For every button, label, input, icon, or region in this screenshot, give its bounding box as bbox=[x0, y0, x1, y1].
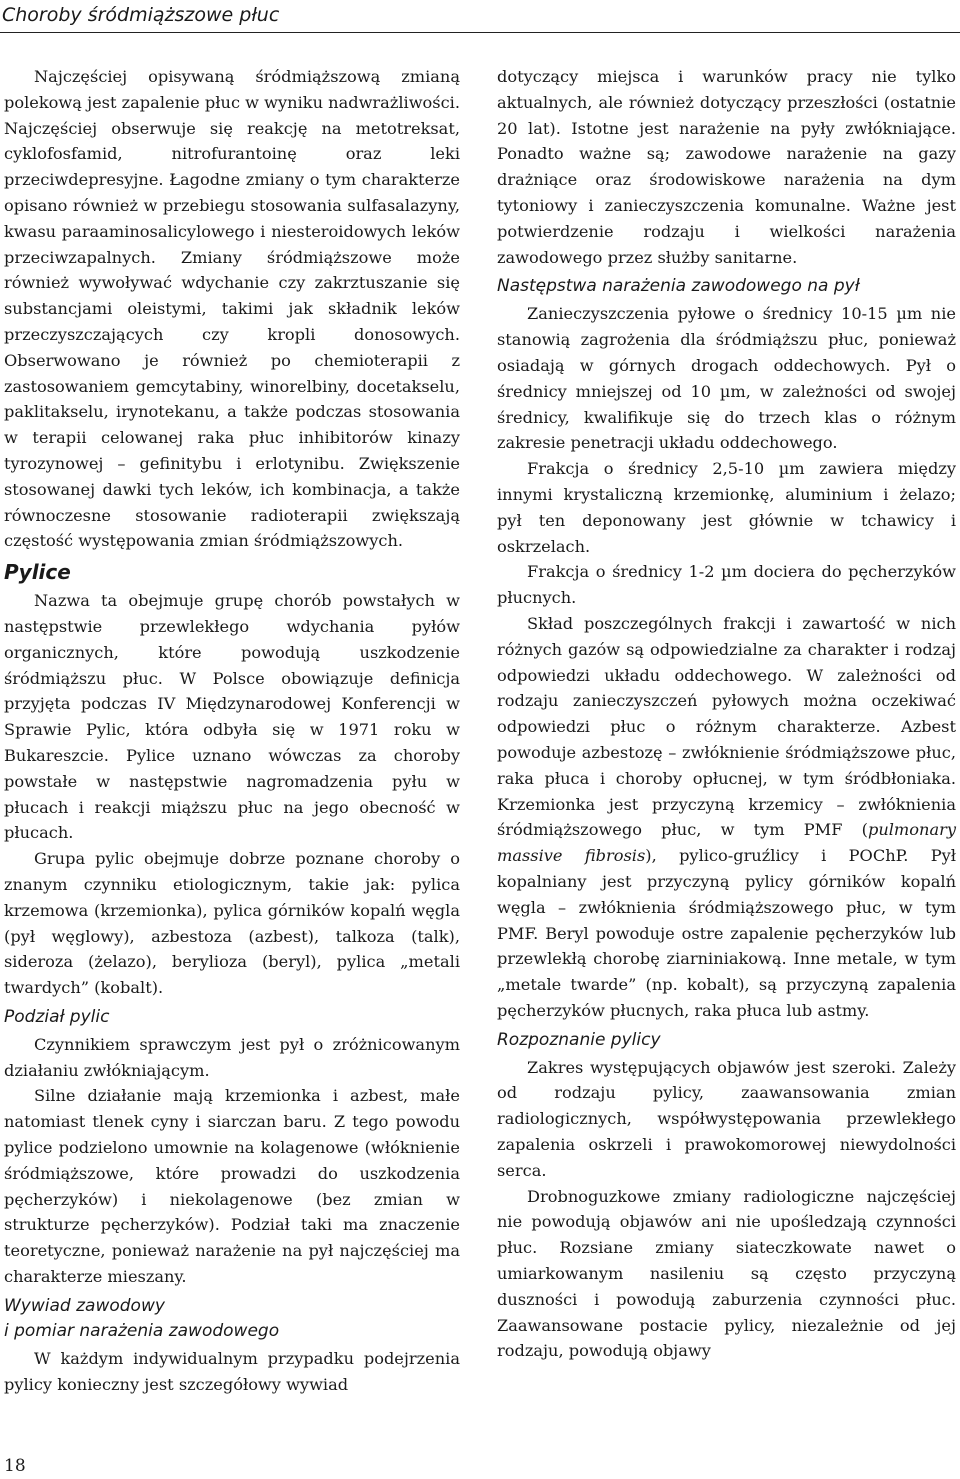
paragraph-continued: dotyczący miejsca i warunków pracy nie tylko aktualnych, ale również dotyczący przeszłości (ostatnie 20 lat). Istotne jest narażenie na pyły zwłókniające. Ponadto ważne są; zawodowe narażenie na gazy drażniące oraz środowiskowe narażenia na dym tytoniowy i zanieczyszczenia komunalne. Ważne jest potwierdzenie rodzaju i wielkości narażenia zawodowego przez służby sanitarne. bbox=[497, 67, 956, 267]
left-column bbox=[4, 64, 460, 1397]
text-run: Skład poszczególnych frakcji i zawartość w nich różnych gazów są odpowiedzialne za charakter i rodzaj odpowiedzi układu oddechowego. W zależności od rodzaju zanieczyszczeń pyłowych można oczekiwać odpowiedzi płuc o różnym charakterze. Azbest powoduje azbestozę – zwłóknienie śródmiąższowe płuc, raka płuca i choroby opłucnej, w tym śródbłoniaka. Krzemionka jest przyczyną krzemicy – zwłóknienia śródmiąższowego płuc, w tym PMF ( bbox=[497, 613, 956, 840]
paragraph: Frakcja o średnicy 2,5-10 µm zawiera między innymi krystaliczną krzemionkę, aluminium i żelazo; pył ten deponowany jest głównie w tchawicy i oskrzelach. bbox=[497, 459, 956, 556]
paragraph bbox=[497, 611, 956, 1024]
right-column bbox=[497, 64, 956, 1364]
paragraph: Nazwa ta obejmuje grupę chorób powstałych w następstwie przewlekłego wdychania pyłów organicznych, które powodują uszkodzenie śródmiąższu płuc. W Polsce obowiązuje definicja przyjęta podczas IV Międzynarodowej Konferencji w Sprawie Pylic, która odbyła się w 1971 roku w Bukareszcie. Pylice uznano wówczas za choroby powstałe w następstwie nagromadzenia pyłu w płucach i reakcji miąższu płuc na jego obecność w płucach. bbox=[4, 591, 460, 843]
running-title: Choroby śródmiąższowe płuc bbox=[2, 4, 280, 26]
paragraph: Zanieczyszczenia pyłowe o średnicy 10-15 µm nie stanowią zagrożenia dla śródmiąższu płuc, ponieważ osiadają w górnych drogach oddechowych. Pył o średnicy mniejszej od 10 µm, w zależności od swojej średnicy, kwalifikuje się do trzech klas o różnym zakresie penetracji układu oddechowego. bbox=[497, 304, 956, 453]
running-header bbox=[0, 0, 960, 33]
subheading-wywiad-zawodowy bbox=[4, 1294, 460, 1344]
paragraph: Drobnoguzkowe zmiany radiologiczne najczęściej nie powodują objawów ani nie upośledzają czynności płuc. Rozsiane zmiany siateczkowate nawet o umiarkowanym nasileniu są często przyczyną duszności i powodują zaburzenia czynności płuc. Zaawansowane postacie pylicy, niezależnie od jej rodzaju, powodują objawy bbox=[497, 1186, 956, 1361]
paragraph: Czynnikiem sprawczym jest pył o zróżnicowanym działaniu zwłókniającym. bbox=[4, 1034, 460, 1080]
subheading-line-2: i pomiar narażenia zawodowego bbox=[4, 1320, 280, 1341]
subheading-podzial-pylic: Podział pylic bbox=[4, 1006, 110, 1027]
paragraph: Silne działanie mają krzemionka i azbest, małe natomiast tlenek cyny i siarczan baru. Z tego powodu pylice podzielono umownie na kolagenowe (włóknienie śródmiąższowe, które prowadzi do uszkodzenia pęcherzyków) i niekolagenowe (bez zmian w strukturze pęcherzyków). Podział taki ma znaczenie teoretyczne, ponieważ narażenie na pył najczęściej ma charakterze mieszany. bbox=[4, 1086, 460, 1287]
paragraph: Najczęściej opisywaną śródmiąższową zmianą polekową jest zapalenie płuc w wyniku nadwrażliwości. Najczęściej obserwuje się reakcję na metotreksat, cyklofosfamid, nitrofurantoinę oraz leki przeciwdepresyjne. Łagodne zmiany o tym charakterze opisano również w przebiegu stosowania sulfasalazyny, kwasu paraaminosalicylowego i niesteroidowych leków przeciwzapalnych. Zmiany śródmiąższowe może również wywoływać wdychanie czy zakrztuszanie się substancjami oleistymi, takimi jak składnik leków przeczyszczających czy kropli donosowych. Obserwowano je również po chemioterapii z zastosowaniem gemcytabiny, winorelbiny, docetakselu, paklitakselu, irynotekanu, a także podczas stosowania w terapii celowanej raka płuc inhibitorów kinazy tyrozynowej – gefinitybu i erlotynibu. Zwiększenie stosowanej dawki tych leków, ich kombinacja, a także równoczesne stosowanie radioterapii zwiększają częstość występowania zmian śródmiąższowych. bbox=[4, 67, 461, 551]
paragraph: Zakres występujących objawów jest szeroki. Zależy od rodzaju pylicy, zaawansowania zmian radiologicznych, współwystępowania przewlekłego zapalenia oskrzeli i prawokomorowej niewydolności serca. bbox=[497, 1057, 956, 1180]
text-run: ), pylico-gruźlicy i POChP. Pył kopalniany jest przyczyną pylicy górników kopalń węgla – zwłóknienia śródmiąższowego płuc, w tym PMF. Beryl powoduje ostre zapalenie pęcherzyków lub przewlekłą chorobę ziarniniakową. Inne metale, w tym „metale twarde” (np. kobalt), są przyczyną zapalenia pęcherzyków płucnych, raka płuca lub astmy. bbox=[497, 846, 956, 1020]
paragraph: Grupa pylic obejmuje dobrze poznane choroby o znanym czynniku etiologicznym, takie jak: pylica krzemowa (krzemionka), pylica górników kopalń węgla (pył węglowy), azbestoza (azbest), talkoza (talk), sideroza (żelazo), berylioza (beryl), pylica „metali twardych” (kobalt). bbox=[4, 849, 460, 998]
subheading-line-1: Wywiad zawodowy bbox=[4, 1295, 165, 1316]
paragraph: W każdym indywidualnym przypadku podejrzenia pylicy konieczny jest szczegółowy wywiad bbox=[4, 1348, 460, 1394]
paragraph: Frakcja o średnicy 1-2 µm dociera do pęcherzyków płucnych. bbox=[497, 562, 956, 608]
section-heading-pylice: Pylice bbox=[4, 560, 71, 585]
italic-term: pulmonary massive fibrosis bbox=[497, 820, 956, 866]
subheading-nastepstwa: Następstwa narażenia zawodowego na pył bbox=[497, 276, 860, 297]
page-number: 18 bbox=[4, 1456, 26, 1476]
subheading-rozpoznanie: Rozpoznanie pylicy bbox=[497, 1029, 661, 1050]
